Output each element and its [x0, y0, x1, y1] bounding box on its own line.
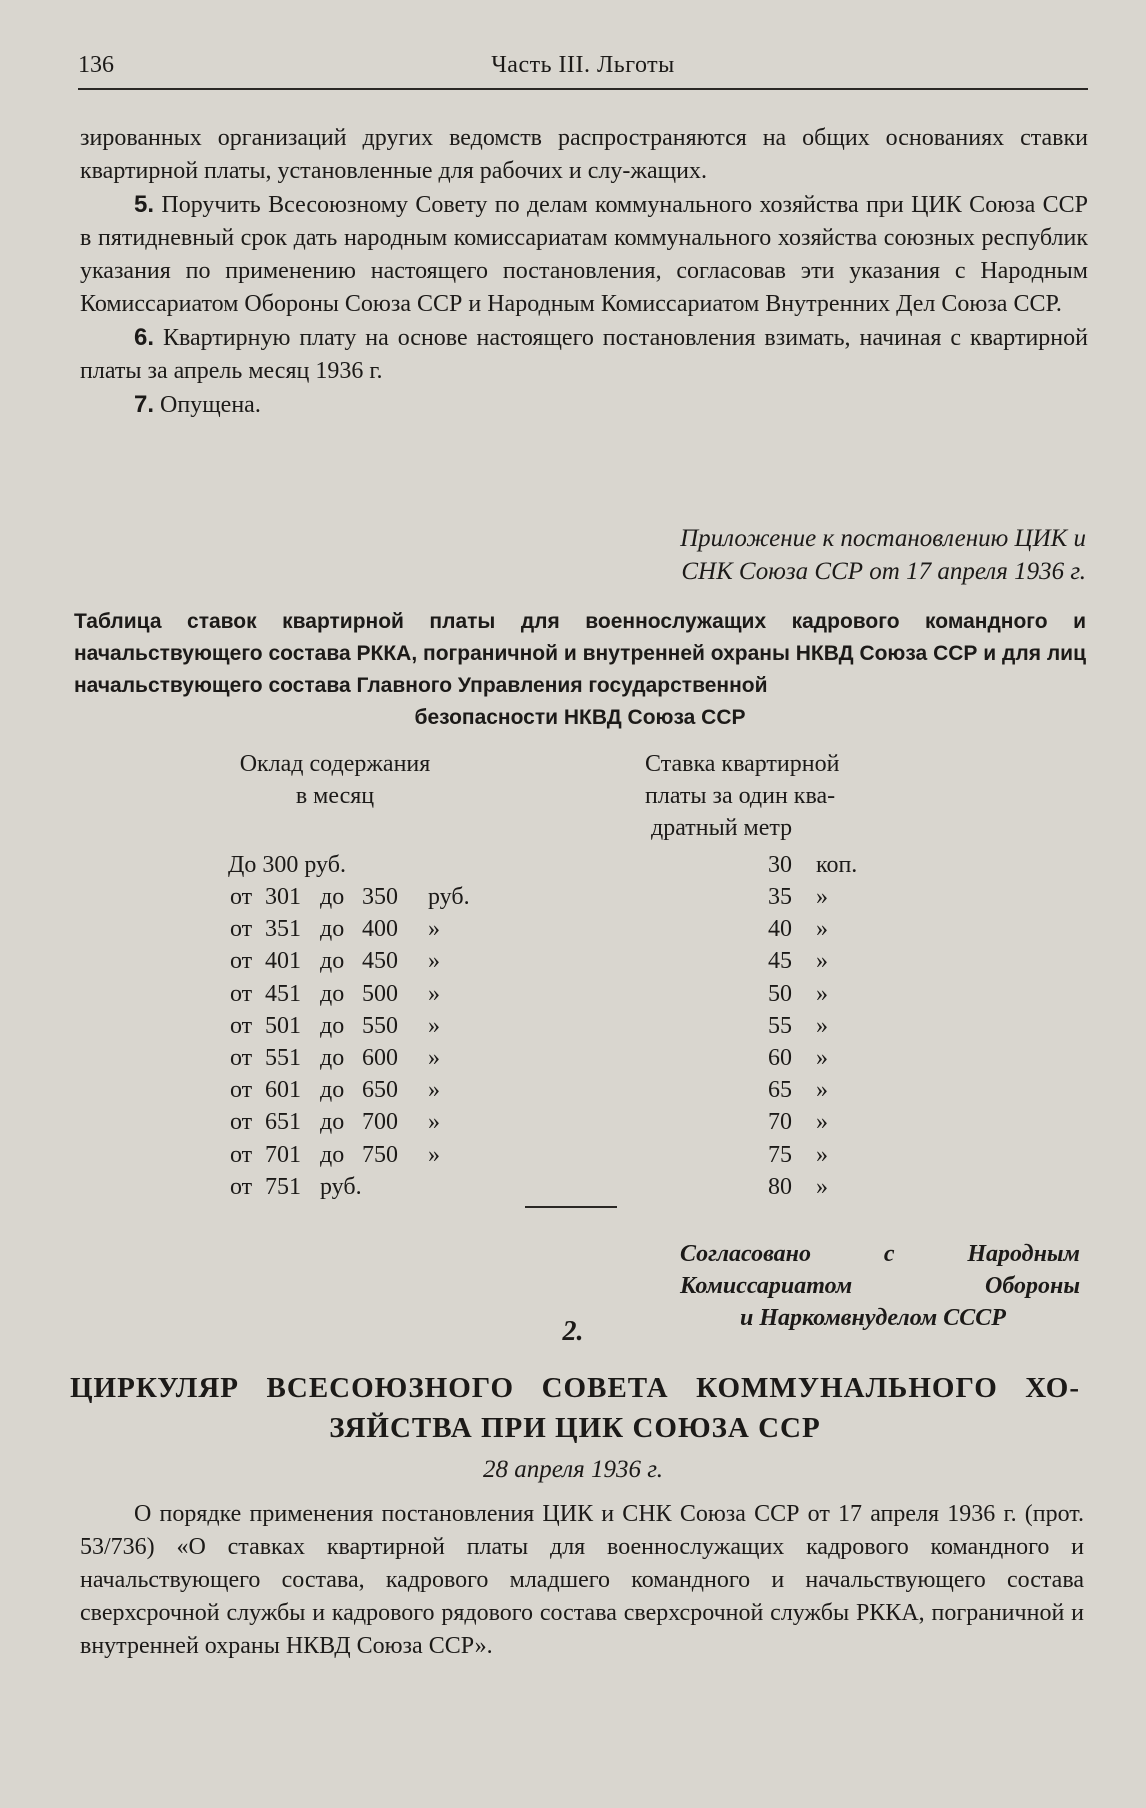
- rate-value: 35: [768, 884, 792, 910]
- range-min-value: 501: [265, 1012, 301, 1039]
- range-to-label: до: [320, 948, 345, 975]
- rate-value: 30: [768, 852, 792, 878]
- rate-column-header: [645, 748, 925, 844]
- circular-paragraph: О порядке применения постановления ЦИК и СНК Союза ССР от 17 апреля 1936 г. (прот. 53/736) «О ставках квартирной платы для военнослужащих кадрового командного и начальствующего состава, кадрового младшего командного и начальствующего состава сверхсрочной службы и кадрового рядового состава сверхсрочной службы РККА, пограничной и внутренней охраны НКВД Союза ССР».: [80, 1501, 1084, 1659]
- table-row: [0, 1174, 1146, 1206]
- salary-unit: »: [428, 948, 440, 975]
- range-min-value: 351: [265, 916, 301, 943]
- table-title-main: Таблица ставок квартирной платы для военнослужащих кадрового командного и начальствующего состава РККА, пограничной и внутренней охраны НКВД Союза ССР и для лиц начальствующего состава Главного Управления государственной: [74, 610, 1086, 697]
- range-min-value: 651: [265, 1109, 301, 1136]
- range-max-value: 500: [362, 980, 398, 1007]
- range-min-value: 401: [265, 948, 301, 975]
- continuation-paragraph: зированных организаций других ведомств распространяются на общих основаниях ставки квартирной платы, установленные для рабочих и слу-жащих.: [80, 125, 1088, 184]
- appendix-reference: [526, 522, 1086, 588]
- table-row: [0, 916, 1146, 948]
- range-min-value: 451: [265, 980, 301, 1007]
- range-max-value: 550: [362, 1012, 398, 1039]
- circular-title-line-2: ЗЯЙСТВА ПРИ ЦИК СОЮЗА ССР: [329, 1412, 821, 1444]
- table-row: [0, 981, 1146, 1013]
- range-to-label: до: [320, 1012, 345, 1039]
- rate-value: 65: [768, 1077, 792, 1104]
- salary-unit: »: [428, 1141, 440, 1168]
- salary-header-line-2: в месяц: [295, 783, 375, 809]
- range-max-value: 750: [362, 1141, 398, 1168]
- rate-header-line-2: платы за один ква-: [645, 783, 836, 809]
- rate-unit: »: [816, 948, 828, 975]
- range-min-value: 551: [265, 1045, 301, 1071]
- running-title: Часть III. Льготы: [491, 52, 675, 78]
- salary-header-line-1: Оклад содержания: [239, 751, 431, 777]
- table-row: [0, 1013, 1146, 1045]
- range-from-label: от: [230, 1077, 253, 1104]
- table-row: [0, 948, 1146, 980]
- table-row: [0, 884, 1146, 916]
- item-number: 6.: [134, 324, 155, 351]
- salary-column-header: [200, 748, 470, 812]
- circular-title: [70, 1368, 1080, 1448]
- rate-header-line-1: Ставка квартирной: [645, 751, 840, 777]
- table-row: [0, 1109, 1146, 1141]
- rate-unit: »: [816, 1173, 828, 1200]
- range-from-label: от: [230, 948, 253, 975]
- range-max-value: 400: [362, 916, 398, 943]
- rate-value: 40: [768, 916, 792, 943]
- item-text: Квартирную плату на основе настоящего постановления взимать, начиная с квартирной платы за апрель месяц 1936 г.: [80, 325, 1088, 384]
- rate-unit: »: [816, 884, 828, 910]
- rate-unit: »: [816, 980, 828, 1007]
- range-to-label: до: [320, 1077, 345, 1104]
- item-text: Поручить Всесоюзному Совету по делам коммунального хозяйства при ЦИК Союза ССР в пятидневный срок дать народным комиссариатам коммунального хозяйства союзных республик указания по применению настоящего постановления, согласовав эти указания с Народным Комиссариатом Обороны Союза ССР и Народным Комиссариатом Внутренних Дел Союза ССР.: [80, 192, 1088, 317]
- item-7: [80, 388, 1088, 422]
- range-max-value: 350: [362, 884, 398, 910]
- rate-unit: »: [816, 1141, 828, 1168]
- appendix-line-2: СНК Союза ССР от 17 апреля 1936 г.: [681, 558, 1086, 585]
- page-header: [78, 50, 1088, 90]
- salary-unit: »: [428, 1012, 440, 1039]
- rate-unit: »: [816, 1109, 828, 1136]
- table-title: [74, 606, 1086, 734]
- salary-unit: »: [428, 980, 440, 1007]
- table-row: [0, 852, 1146, 884]
- rate-header-line-3: дратный метр: [651, 815, 793, 841]
- range-to-label: руб.: [320, 1173, 362, 1200]
- rate-unit: »: [816, 916, 828, 943]
- rate-unit: »: [816, 1077, 828, 1104]
- document-number: 2.: [562, 1316, 584, 1347]
- rate-value: 55: [768, 1012, 792, 1039]
- rate-value: 50: [768, 980, 792, 1007]
- range-from-label: от: [230, 1173, 253, 1200]
- rate-value: 45: [768, 948, 792, 975]
- salary-unit: »: [428, 1109, 440, 1136]
- salary-range: До 300 руб.: [228, 852, 346, 878]
- range-to-label: до: [320, 1045, 345, 1071]
- range-max-value: 700: [362, 1109, 398, 1136]
- circular-date: 28 апреля 1936 г.: [483, 1456, 663, 1483]
- item-5: [80, 188, 1088, 321]
- item-number: 5.: [134, 191, 155, 218]
- range-from-label: от: [230, 1141, 253, 1168]
- range-from-label: от: [230, 1012, 253, 1039]
- page-number: 136: [78, 52, 114, 78]
- range-from-label: от: [230, 980, 253, 1007]
- table-title-last: безопасности НКВД Союза ССР: [414, 706, 746, 729]
- salary-unit: »: [428, 1077, 440, 1104]
- rate-unit: коп.: [816, 852, 858, 878]
- range-max-value: 600: [362, 1045, 398, 1071]
- header-rule: [78, 88, 1088, 90]
- item-text: Опущена.: [160, 392, 261, 418]
- range-from-label: от: [230, 916, 253, 943]
- range-to-label: до: [320, 916, 345, 943]
- range-max-value: 650: [362, 1077, 398, 1104]
- appendix-line-1: Приложение к постановлению ЦИК и: [680, 525, 1086, 552]
- range-to-label: до: [320, 980, 345, 1007]
- item-6: [80, 321, 1088, 388]
- range-max-value: 450: [362, 948, 398, 975]
- range-min-value: 301: [265, 884, 301, 910]
- salary-unit: »: [428, 916, 440, 943]
- rate-value: 70: [768, 1109, 792, 1136]
- range-from-label: от: [230, 884, 253, 910]
- agreed-line-3: и Наркомвнуделом СССР: [740, 1305, 1006, 1331]
- agreed-line-1: Согласовано с Народным: [680, 1241, 1080, 1267]
- range-to-label: до: [320, 1109, 345, 1136]
- rate-value: 75: [768, 1141, 792, 1168]
- range-min-value: 751: [265, 1173, 301, 1200]
- agreed-line-2: Комиссариатом Обороны: [680, 1273, 1080, 1299]
- range-to-label: до: [320, 884, 345, 910]
- range-from-label: от: [230, 1109, 253, 1136]
- rate-value: 80: [768, 1173, 792, 1200]
- rate-unit: »: [816, 1045, 828, 1071]
- circular-title-line-1: ЦИРКУЛЯР ВСЕСОЮЗНОГО СОВЕТА КОММУНАЛЬНОГО ХО-: [70, 1372, 1080, 1404]
- body-top: [80, 122, 1088, 422]
- table-row: [0, 1045, 1146, 1077]
- range-min-value: 601: [265, 1077, 301, 1104]
- table-row: [0, 1142, 1146, 1174]
- range-min-value: 701: [265, 1141, 301, 1168]
- item-number: 7.: [134, 391, 155, 418]
- range-to-label: до: [320, 1141, 345, 1168]
- table-row: [0, 1077, 1146, 1109]
- rate-unit: »: [816, 1012, 828, 1039]
- salary-unit: руб.: [428, 884, 470, 910]
- range-from-label: от: [230, 1045, 253, 1071]
- section-divider: [525, 1206, 617, 1208]
- salary-unit: »: [428, 1045, 440, 1071]
- rate-value: 60: [768, 1045, 792, 1071]
